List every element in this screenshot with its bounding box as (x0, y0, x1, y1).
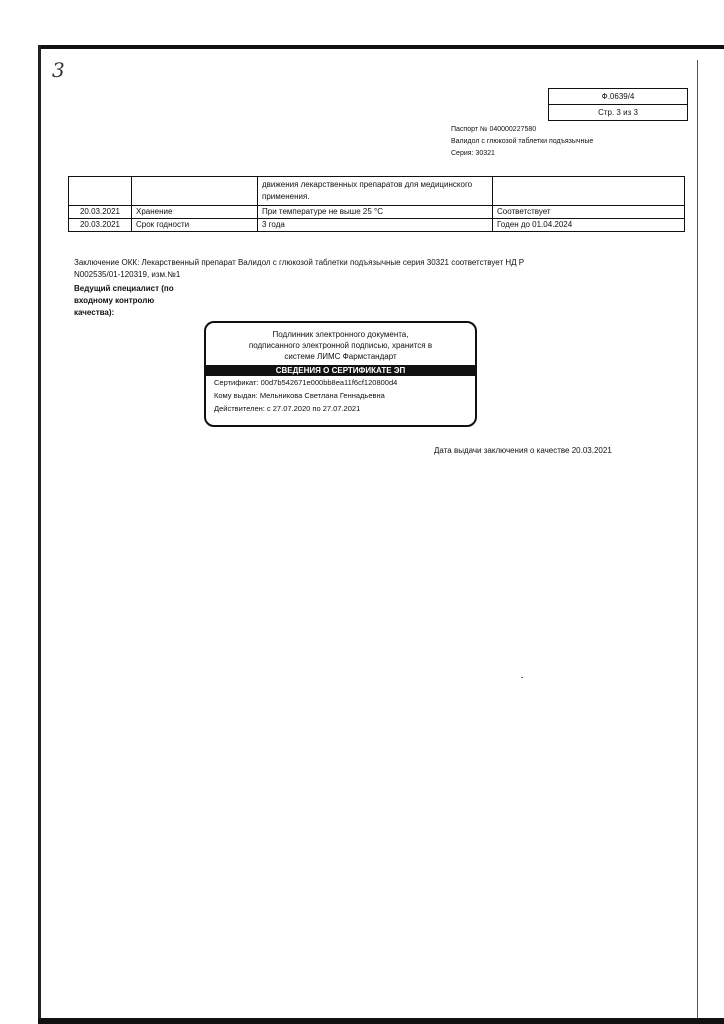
stamp-header (206, 329, 475, 362)
row-date: 20.03.2021 (69, 219, 132, 232)
digital-signature-stamp (204, 321, 477, 427)
stamp-validity: Действителен: с 27.07.2020 по 27.07.2021 (214, 404, 361, 413)
stamp-title: СВЕДЕНИЯ О СЕРТИФИКАТЕ ЭП (206, 365, 475, 376)
issue-date: Дата выдачи заключения о качестве 20.03.2021 (434, 446, 612, 455)
stamp-line-2: подписанного электронной подписью, хранится в (248, 341, 433, 350)
row-result: Годен до 01.04.2024 (493, 219, 685, 232)
handwritten-page-mark: 3 (52, 58, 65, 82)
row-requirement: При температуре не выше 25 °С (258, 206, 493, 219)
passport-info (451, 124, 593, 160)
row-requirement: 3 года (258, 219, 493, 232)
row-test: Хранение (132, 206, 258, 219)
row-requirement: движения лекарственных препаратов для медицинского применения. (258, 177, 493, 206)
page-border-right (697, 60, 698, 1024)
row-date (69, 177, 132, 206)
page-border-left (38, 45, 41, 1024)
stamp-certificate: Сертификат: 00d7b542671e000bb8ea11f6cf120800d4 (214, 378, 398, 387)
table-row (69, 177, 685, 206)
row-result: Соответствует (493, 206, 685, 219)
row-result (493, 177, 685, 206)
series-number: Серия: 30321 (451, 150, 495, 157)
stamp-line-1: Подлинник электронного документа, (272, 330, 409, 339)
stamp-line-3: системе ЛИМС Фармстандарт (284, 352, 397, 361)
page-number: Стр. 3 из 3 (598, 108, 638, 117)
product-name: Валидол с глюкозой таблетки подъязычные (451, 138, 594, 145)
form-info-box (548, 88, 688, 121)
table-row (69, 206, 685, 219)
page-border-bottom (38, 1018, 724, 1024)
table-row (69, 219, 685, 232)
page-border-top (38, 45, 724, 49)
specialist-label: Ведущий специалист (по входному контролю качества): (74, 284, 174, 317)
row-date: 20.03.2021 (69, 206, 132, 219)
qc-conclusion: Заключение ОКК: Лекарственный препарат Валидол с глюкозой таблетки подъязычные серия 30321 соответствует НД Р N002535/01-120319, изм.№1 (74, 258, 525, 279)
row-test (132, 177, 258, 206)
form-code: Ф.0639/4 (549, 89, 687, 105)
scan-speck (521, 677, 523, 678)
quality-table (68, 176, 685, 232)
stamp-issued-to: Кому выдан: Мельникова Светлана Геннадьевна (214, 391, 385, 400)
passport-number: Паспорт № 040000227580 (451, 126, 537, 133)
row-test: Срок годности (132, 219, 258, 232)
